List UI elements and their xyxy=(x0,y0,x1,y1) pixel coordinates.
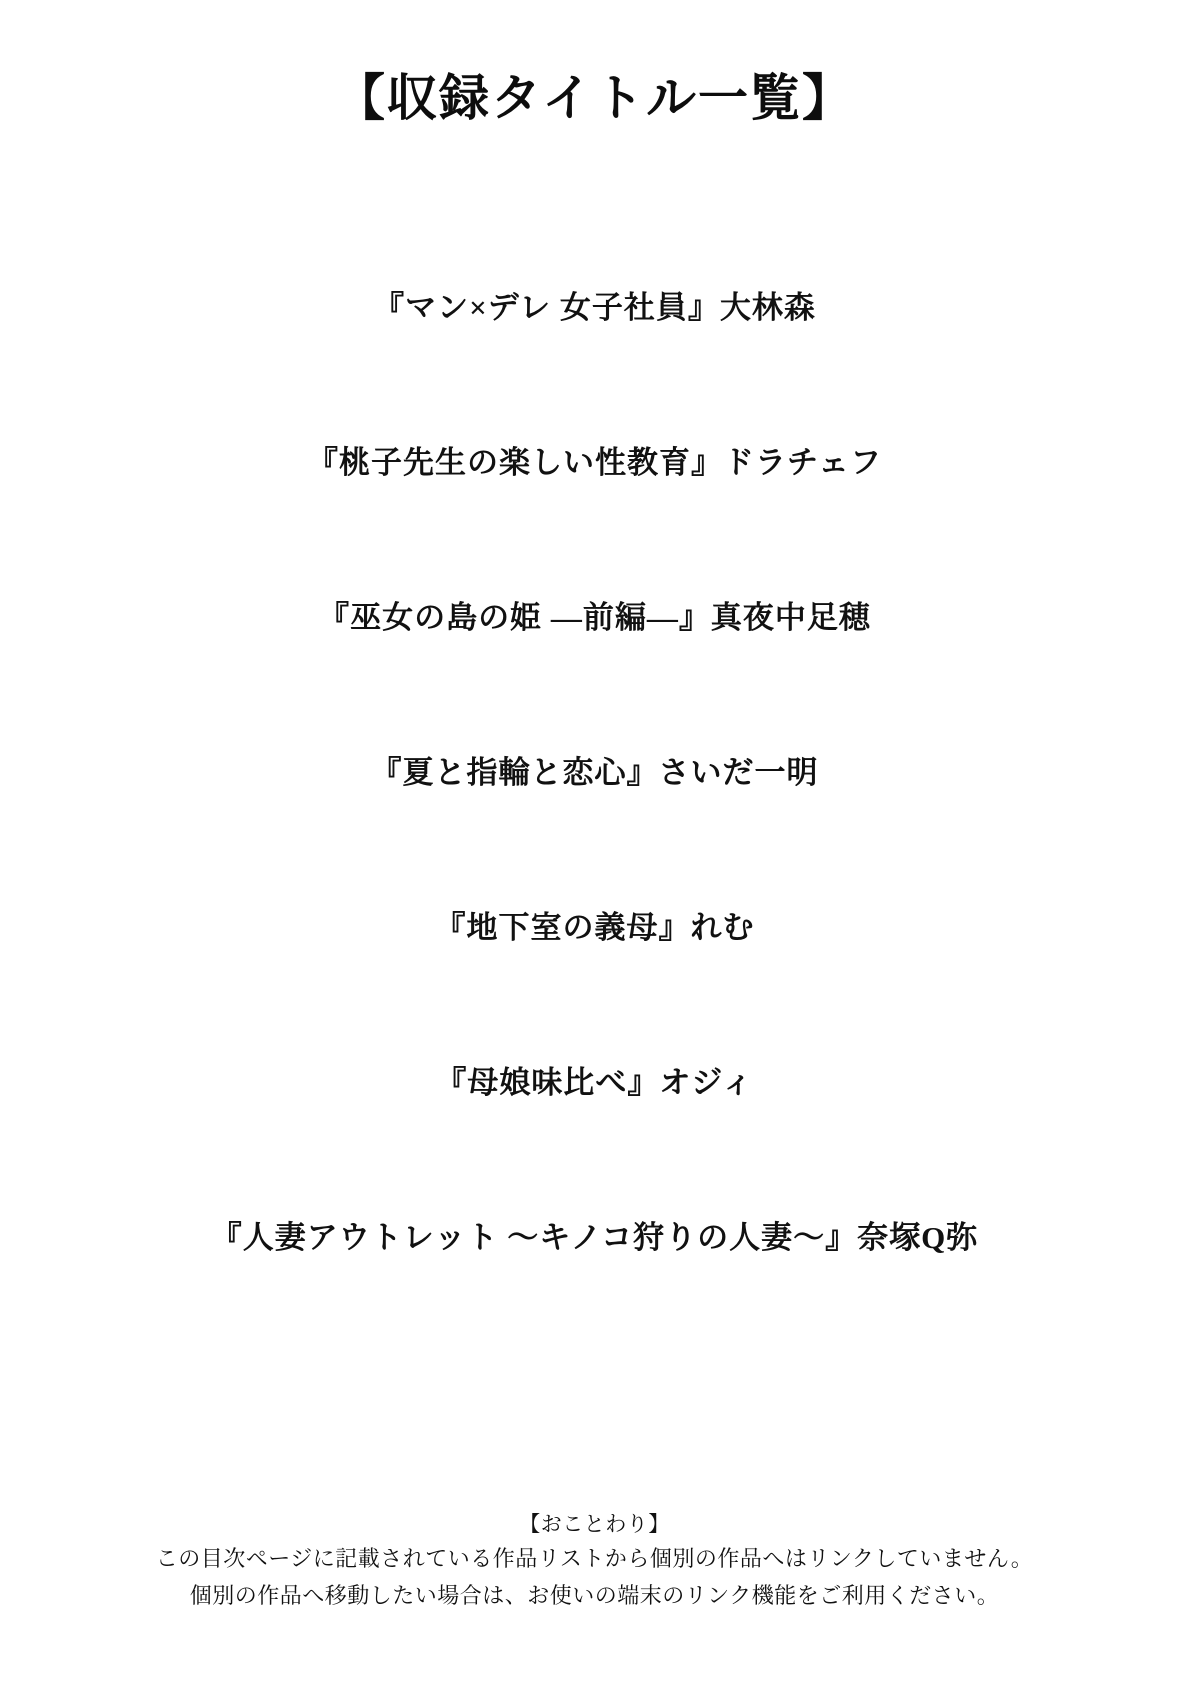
page-title: 【収録タイトル一覧】 xyxy=(335,70,854,126)
notice-heading: 【おことわり】 xyxy=(519,1512,670,1536)
list-item: 『マン×デレ 女子社員』大林森 xyxy=(373,289,816,325)
table-of-contents-list xyxy=(0,286,1189,1260)
list-item: 『桃子先生の楽しい性教育』ドラチェフ xyxy=(306,444,883,480)
notice-block xyxy=(0,1507,1189,1615)
notice-line-1: この目次ページに記載されている作品リストから個別の作品へはリンクしていません。 xyxy=(155,1547,1034,1572)
list-item: 『夏と指輪と恋心』さいだ一明 xyxy=(370,754,819,790)
notice-line-2: 個別の作品へ移動したい場合は、お使いの端末のリンク機能をご利用ください。 xyxy=(189,1584,1000,1609)
list-item: 『人妻アウトレット ～キノコ狩りの人妻～』奈塚Q弥 xyxy=(210,1219,979,1255)
list-item: 『地下室の義母』れむ xyxy=(434,909,755,945)
list-item: 『母娘味比べ』オジィ xyxy=(435,1064,754,1100)
list-item: 『巫女の島の姫 —前編—』真夜中足穂 xyxy=(318,599,871,635)
